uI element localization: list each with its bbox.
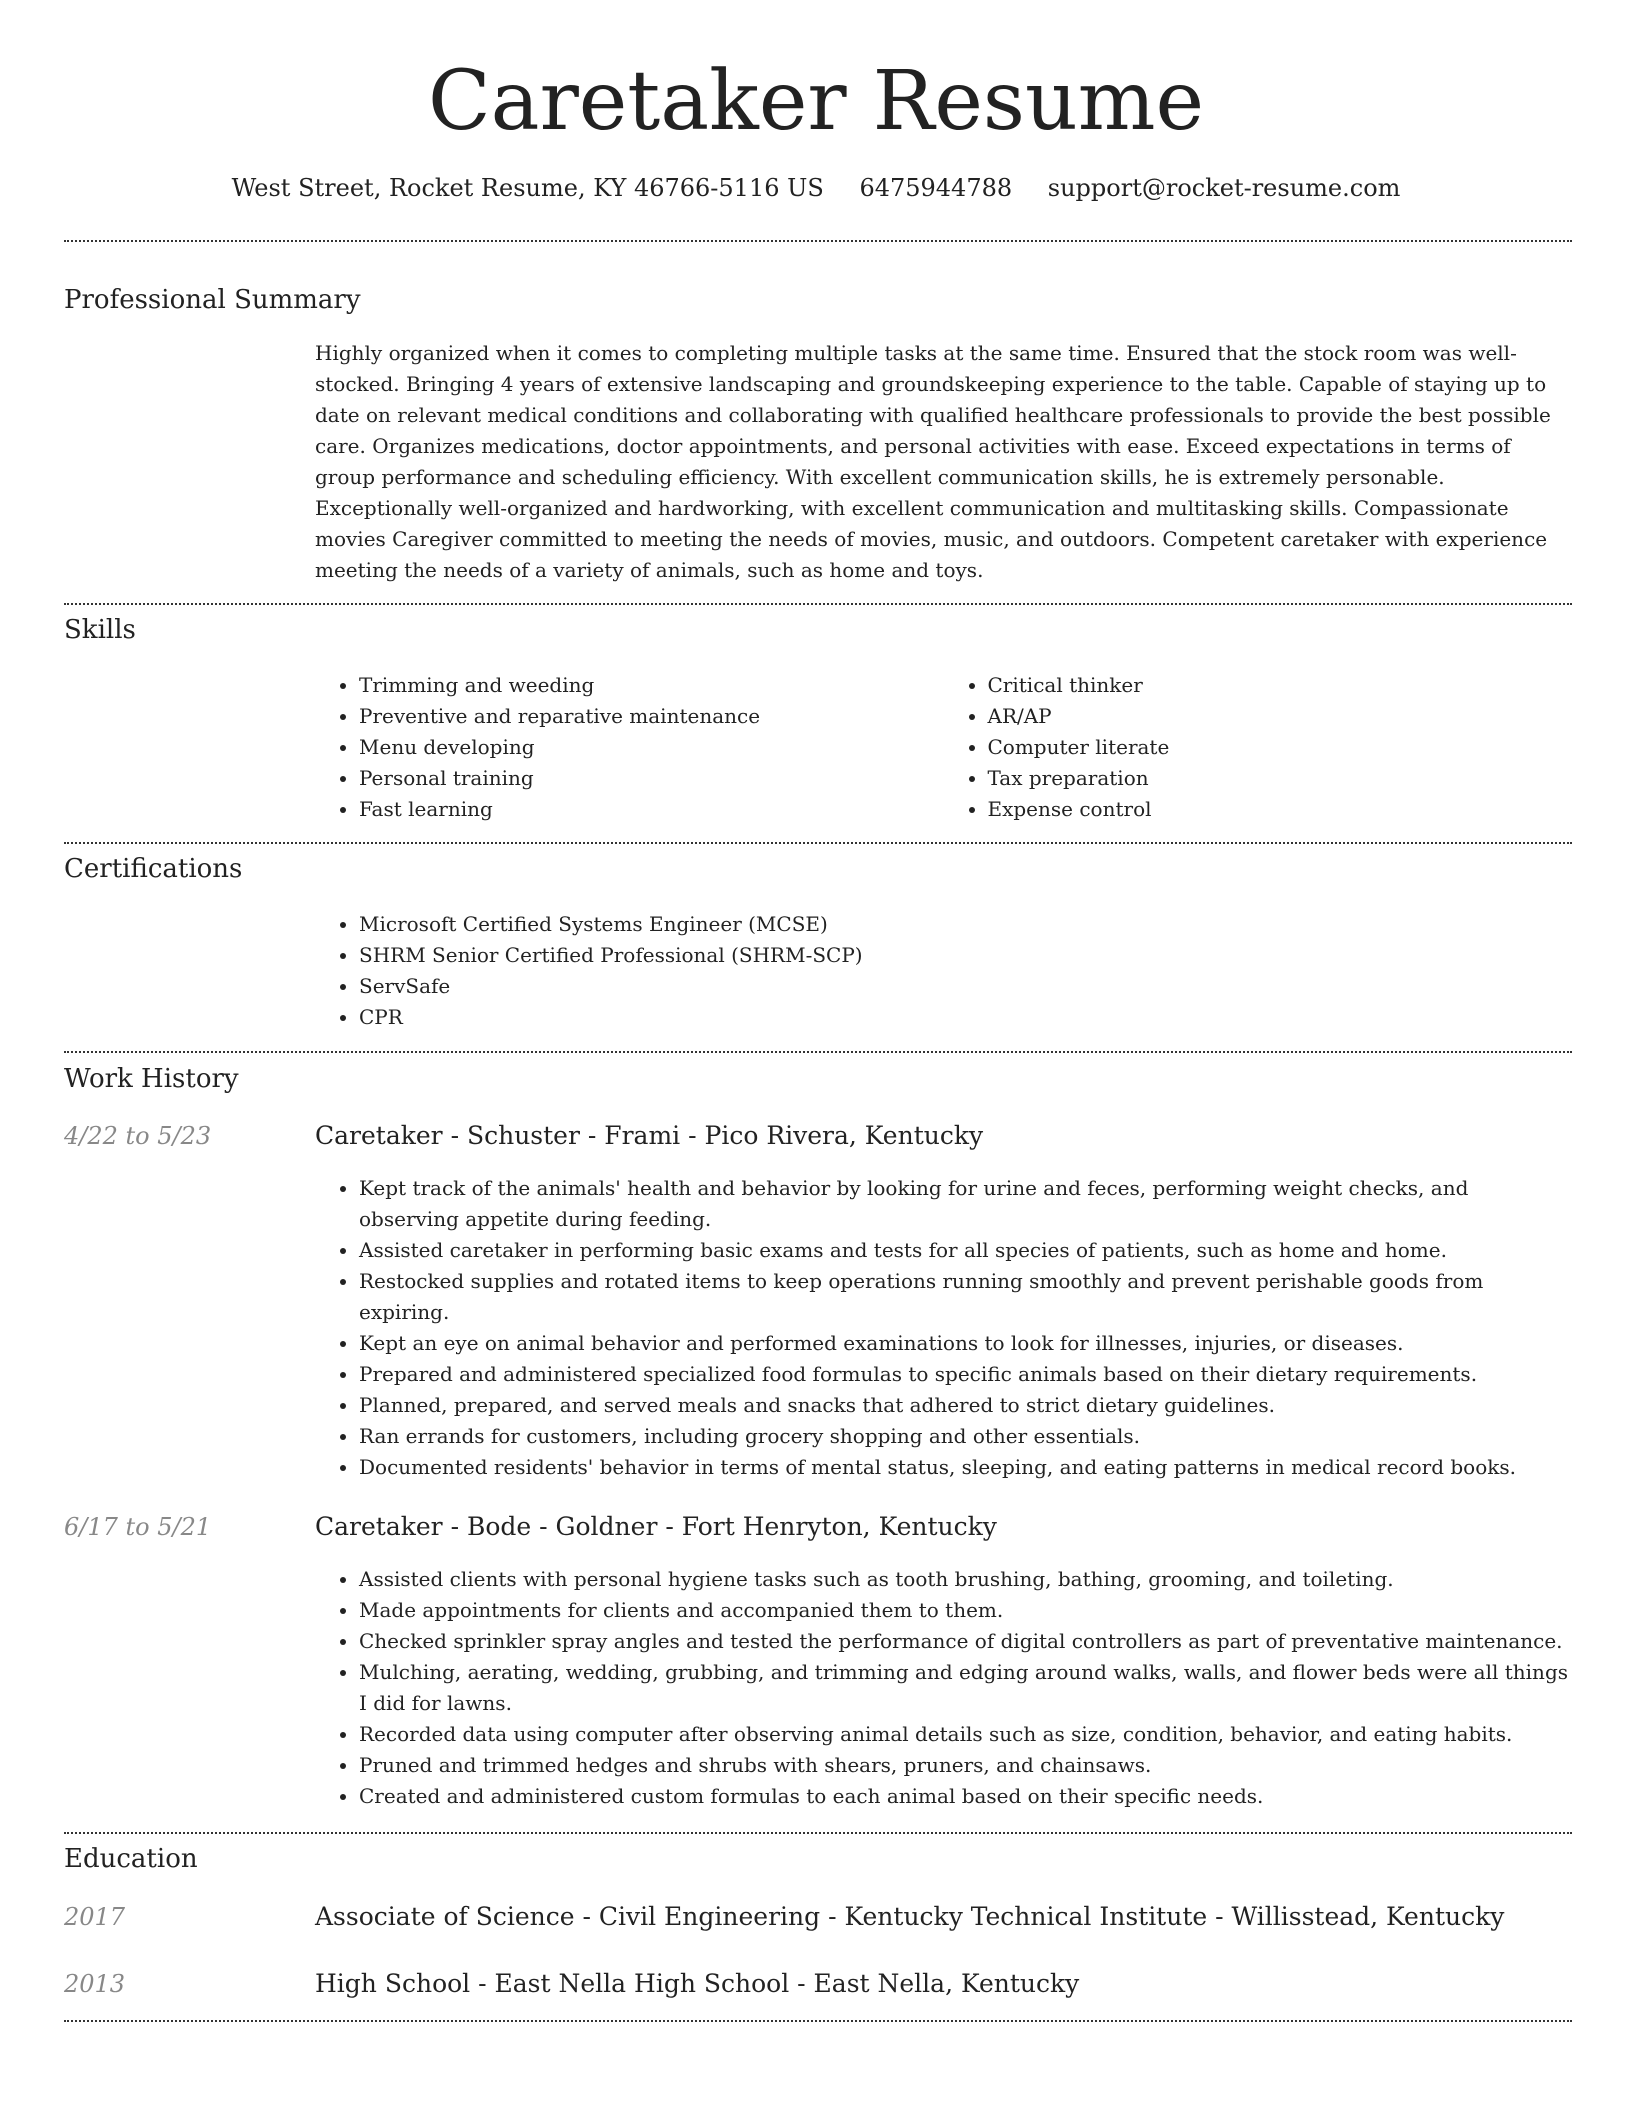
list-item: • Restocked supplies and rotated items to keep operations running smoothly and prevent perishable goods from expiring.	[359, 1266, 1572, 1328]
contact-email: support@rocket-resume.com	[1047, 174, 1401, 202]
resume-title: Caretaker Resume	[427, 54, 1205, 149]
contact-phone: 6475944788	[859, 174, 1013, 202]
education-year: 2017	[64, 1903, 126, 1931]
list-item: • Critical thinker	[988, 670, 1573, 701]
job-dates: 4/22 to 5/23	[64, 1122, 212, 1150]
education-entry	[315, 1899, 1504, 1935]
divider	[64, 240, 1572, 242]
list-item: • Pruned and trimmed hedges and shrubs with shears, pruners, and chainsaws.	[359, 1750, 1572, 1781]
divider	[64, 603, 1572, 605]
section-title-work-history: Work History	[64, 1064, 239, 1094]
job-dates: 6/17 to 5/21	[64, 1513, 212, 1541]
job-role: Caretaker	[315, 1512, 443, 1541]
job-details: - Bode - Goldner - Fort Henryton, Kentucky	[442, 1512, 997, 1541]
skills-block	[315, 670, 1572, 825]
education-degree: Associate of Science	[315, 1902, 575, 1931]
list-item: • Computer literate	[988, 732, 1573, 763]
summary-text: Highly organized when it comes to completing multiple tasks at the same time. Ensured that the stock room was well-stocked. Bringing 4 years of extensive landscaping and groundskeeping experience to the table. Capable of staying up to date on relevant medical conditions and collaborating with qualified healthcare professionals to provide the best possible care. Organizes medications, doctor appointments, and personal activities with ease. Exceed expectations in terms of group performance and scheduling efficiency. With excellent communication skills, he is extremely personable. Exceptionally well-organized and hardworking, with excellent communication and multitasking skills. Compassionate movies Caregiver committed to meeting the needs of movies, music, and outdoors. Competent caretaker with experience meeting the needs of a variety of animals, such as home and toys.	[315, 341, 1551, 582]
list-item: • Ran errands for customers, including grocery shopping and other essentials.	[359, 1421, 1572, 1452]
list-item: • Documented residents' behavior in terms of mental status, sleeping, and eating patterns in medical record books.	[359, 1452, 1572, 1483]
list-item: • Planned, prepared, and served meals and snacks that adhered to strict dietary guidelines.	[359, 1390, 1572, 1421]
divider	[64, 1832, 1572, 1834]
list-item: • Checked sprinkler spray angles and tested the performance of digital controllers as part of preventative maintenance.	[359, 1626, 1572, 1657]
section-title-skills: Skills	[64, 615, 136, 645]
list-item: • ServSafe	[359, 971, 1572, 1002]
summary-block	[315, 338, 1572, 586]
list-item: • Assisted caretaker in performing basic exams and tests for all species of patients, such as home and home.	[359, 1235, 1572, 1266]
contact-line	[0, 170, 1632, 206]
education-entry	[315, 1966, 1079, 2002]
list-item: • Created and administered custom formulas to each animal based on their specific needs.	[359, 1781, 1572, 1812]
list-item: • Microsoft Certified Systems Engineer (MCSE)	[359, 909, 1572, 940]
skills-list-left	[315, 670, 944, 825]
list-item: • Kept track of the animals' health and behavior by looking for urine and feces, performing weight checks, and observing appetite during feeding.	[359, 1173, 1572, 1235]
education-degree: High School	[315, 1969, 471, 1998]
education-details: - East Nella High School - East Nella, Kentucky	[470, 1969, 1080, 1998]
list-item: • Assisted clients with personal hygiene tasks such as tooth brushing, bathing, grooming, and toileting.	[359, 1564, 1572, 1595]
education-year: 2013	[64, 1970, 126, 1998]
divider	[64, 2020, 1572, 2022]
divider	[64, 1051, 1572, 1053]
list-item: • Menu developing	[359, 732, 944, 763]
job-bullets-block	[315, 1173, 1572, 1483]
section-title-summary: Professional Summary	[64, 285, 361, 315]
education-details: - Civil Engineering - Kentucky Technical Institute - Willisstead, Kentucky	[574, 1902, 1505, 1931]
section-title-certifications: Certifications	[64, 854, 243, 884]
job-bullets	[315, 1564, 1572, 1812]
list-item: • Mulching, aerating, wedding, grubbing, and trimming and edging around walks, walls, and flower beds were all things I did for lawns.	[359, 1657, 1572, 1719]
section-title-education: Education	[64, 1844, 198, 1874]
list-item: • Tax preparation	[988, 763, 1573, 794]
list-item: • AR/AP	[988, 701, 1573, 732]
list-item: • Fast learning	[359, 794, 944, 825]
list-item: • Expense control	[988, 794, 1573, 825]
list-item: • Trimming and weeding	[359, 670, 944, 701]
list-item: • SHRM Senior Certified Professional (SHRM-SCP)	[359, 940, 1572, 971]
certifications-list	[315, 909, 1572, 1033]
job-bullets-block	[315, 1564, 1572, 1812]
skills-list-right	[944, 670, 1573, 825]
list-item: • Personal training	[359, 763, 944, 794]
job-details: - Schuster - Frami - Pico Rivera, Kentucky	[442, 1121, 984, 1150]
job-role: Caretaker	[315, 1121, 443, 1150]
job-bullets	[315, 1173, 1572, 1483]
list-item: • Preventive and reparative maintenance	[359, 701, 944, 732]
list-item: • Made appointments for clients and accompanied them to them.	[359, 1595, 1572, 1626]
certifications-block	[315, 909, 1572, 1033]
contact-address: West Street, Rocket Resume, KY 46766-5116 US	[231, 174, 824, 202]
list-item: • Kept an eye on animal behavior and performed examinations to look for illnesses, injuries, or diseases.	[359, 1328, 1572, 1359]
job-title	[315, 1118, 983, 1154]
list-item: • Prepared and administered specialized food formulas to specific animals based on their dietary requirements.	[359, 1359, 1572, 1390]
list-item: • Recorded data using computer after observing animal details such as size, condition, behavior, and eating habits.	[359, 1719, 1572, 1750]
list-item: • CPR	[359, 1002, 1572, 1033]
divider	[64, 842, 1572, 844]
job-title	[315, 1509, 997, 1545]
